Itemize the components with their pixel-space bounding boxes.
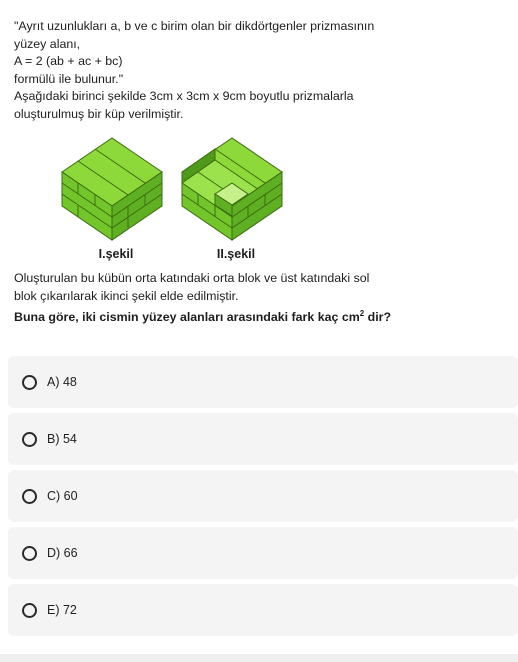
option-b[interactable] — [8, 413, 518, 465]
option-label: B) 54 — [47, 432, 77, 446]
radio-icon[interactable] — [22, 546, 37, 561]
prompt-text: Buna göre, iki cismin yüzey alanları arasındaki fark kaç cm — [14, 310, 360, 325]
question-prompt — [14, 305, 506, 327]
question-line: formülü ile bulunur." — [14, 71, 124, 86]
cube-figure-2 — [178, 132, 286, 242]
question-continuation — [14, 270, 506, 327]
option-c[interactable] — [8, 470, 518, 522]
radio-icon[interactable] — [22, 603, 37, 618]
option-d[interactable] — [8, 527, 518, 579]
figure-2-label: II.şekil — [216, 247, 256, 261]
question-line: oluşturulmuş bir küp verilmiştir. — [14, 106, 184, 121]
figures — [40, 132, 300, 272]
question-line: A = 2 (ab + ac + bc) — [14, 54, 123, 68]
figure-1-label: I.şekil — [98, 247, 134, 261]
figure-2 — [178, 132, 294, 261]
radio-icon[interactable] — [22, 375, 37, 390]
option-label: D) 66 — [47, 546, 78, 560]
radio-icon[interactable] — [22, 432, 37, 447]
continuation-line: blok çıkarılarak ikinci şekil elde edilmiştir. — [14, 288, 239, 303]
continuation-line: Oluşturulan bu kübün orta katındaki orta blok ve üst katındaki sol — [14, 271, 370, 285]
prompt-end: dir? — [364, 310, 392, 325]
figure-1 — [58, 132, 174, 261]
option-label: A) 48 — [47, 375, 77, 389]
option-e[interactable] — [8, 584, 518, 636]
question-line: yüzey alanı, — [14, 36, 81, 51]
cube-figure-1 — [58, 132, 166, 242]
option-label: C) 60 — [47, 489, 78, 503]
answer-options — [8, 356, 518, 641]
bottom-divider — [0, 654, 518, 662]
option-label: E) 72 — [47, 603, 77, 617]
question-line: "Ayrıt uzunlukları a, b ve c birim olan bir dikdörtgenler prizmasının — [14, 19, 375, 33]
radio-icon[interactable] — [22, 489, 37, 504]
option-a[interactable] — [8, 356, 518, 408]
prompt-superscript: 2 — [359, 309, 365, 318]
question-text — [14, 18, 506, 123]
question-line: Aşağıdaki birinci şekilde 3cm x 3cm x 9cm boyutlu prizmalarla — [14, 89, 354, 103]
